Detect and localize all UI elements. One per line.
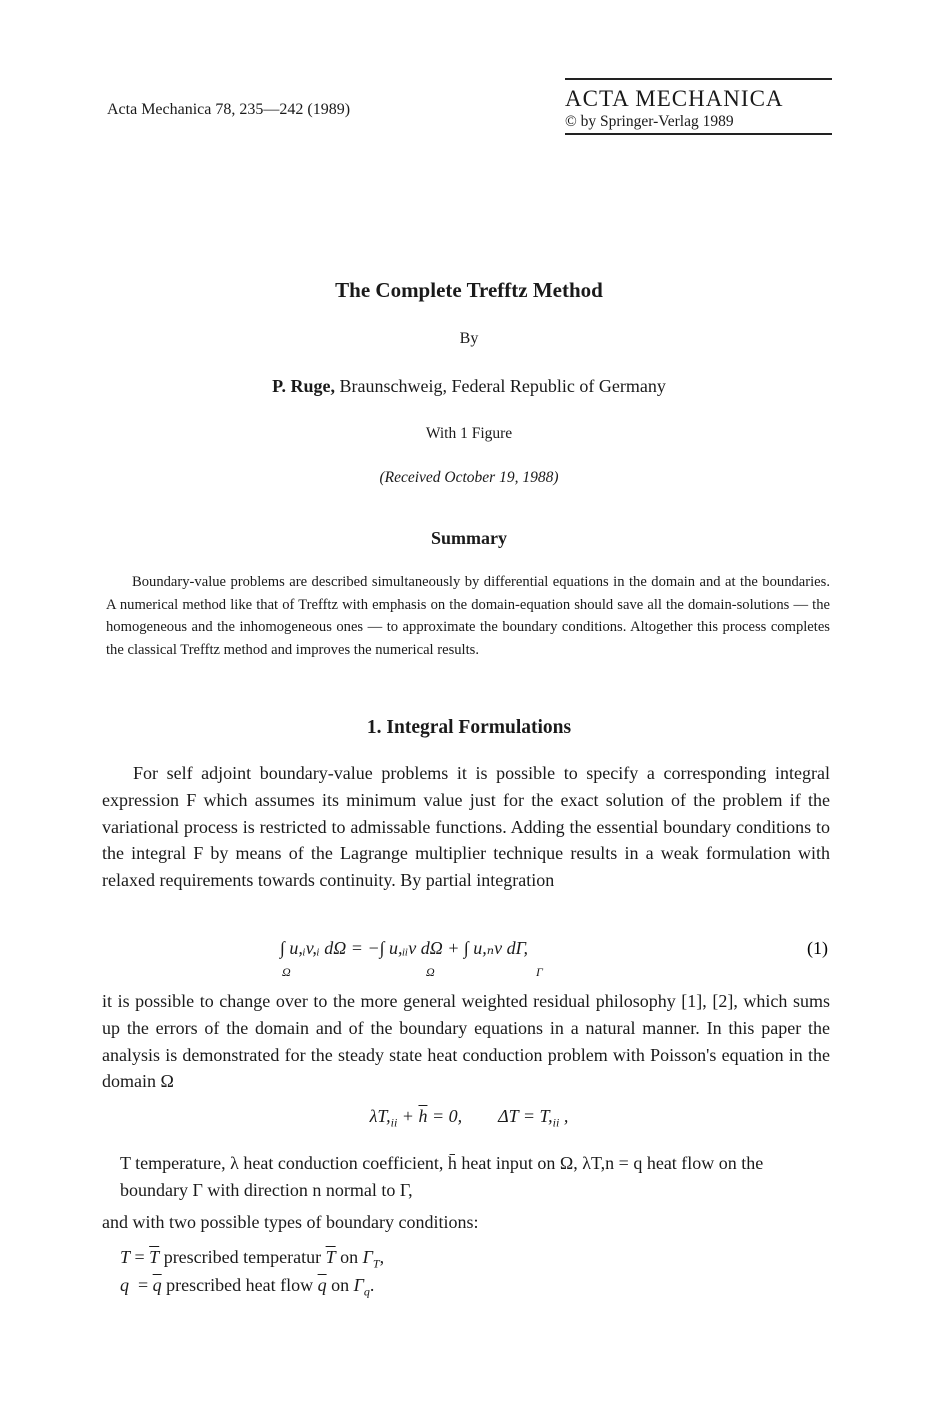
equation-1 (260, 932, 830, 980)
summary-text: Boundary-value problems are described simultaneously by differential equations in the domain and at the boundaries. A numerical method like that of Trefftz with emphasis on the domain-equation should save all the domain-solutions — the homogeneous and the inhomogeneous ones — to approximate the boundary conditions. Altogether this process completes the classical Trefftz method and improves the numerical results. (106, 574, 830, 658)
equation-number: (1) (807, 938, 828, 958)
svg-text:Γ: Γ (536, 965, 543, 979)
boundary-condition-heat-flow: $q = \overline{q}$ prescribed heat flow $\overline{q}$ on $\Gamma_q$. (120, 1275, 375, 1299)
paragraph: it is possible to change over to the more general weighted residual philosophy [1], [2], which sums up the errors of the domain and of the boundary equations in a natural manner. In this paper the analysis is demonstrated for the steady state heat conduction problem with Poisson's equation in the domain Ω (102, 991, 830, 1092)
equation-poisson: $\lambda T,_{ii} + \overline{h} = 0$, $\Delta T = T,_{ii}$ , (369, 1106, 569, 1130)
author-affiliation: Braunschweig, Federal Republic of Germany (334, 376, 666, 396)
received-date: (Received October 19, 1988) (379, 469, 559, 486)
author-name: P. Ruge, (272, 376, 335, 396)
journal-masthead (565, 78, 832, 135)
svg-text:Ω: Ω (426, 965, 435, 979)
boundary-condition-temperature: $T = \overline{T}$ prescribed temperatur $\overline{T}$ on $\Gamma_T$, (120, 1247, 385, 1271)
journal-reference: Acta Mechanica 78, 235—242 (1989) (107, 101, 351, 118)
masthead-title: ACTA MECHANICA (565, 86, 784, 111)
symbol-definitions: T temperature, λ heat conduction coefficient, h̄ heat input on Ω, λT,n = q heat flow on the boundary Γ with direction n normal to Γ, (120, 1153, 764, 1200)
masthead-copyright: © by Springer-Verlag 1989 (565, 113, 734, 130)
svg-text:∫ u,ᵢv,ᵢ dΩ = −∫ u,ᵢᵢv dΩ + ∫: ∫ u,ᵢv,ᵢ dΩ = −∫ u,ᵢᵢv dΩ + ∫ u,ₙv dΓ, (280, 938, 529, 958)
article-title: The Complete Trefftz Method (335, 278, 603, 302)
paragraph: For self adjoint boundary-value problems it is possible to specify a corresponding integral expression F which assumes its minimum value just for the exact solution of the problem if the variational process is restricted to admissable functions. Adding the essential boundary conditions to the integral F by means of the Lagrange multiplier technique results in a weak formulation with relaxed requirements towards continuity. By partial integration (102, 763, 830, 891)
paragraph: and with two possible types of boundary conditions: (102, 1212, 479, 1232)
svg-text:Ω: Ω (282, 965, 291, 979)
author-line (0, 376, 938, 397)
section-heading: 1. Integral Formulations (366, 717, 572, 738)
byline: By (459, 330, 479, 347)
summary-heading: Summary (431, 528, 507, 548)
figure-count: With 1 Figure (425, 425, 513, 442)
